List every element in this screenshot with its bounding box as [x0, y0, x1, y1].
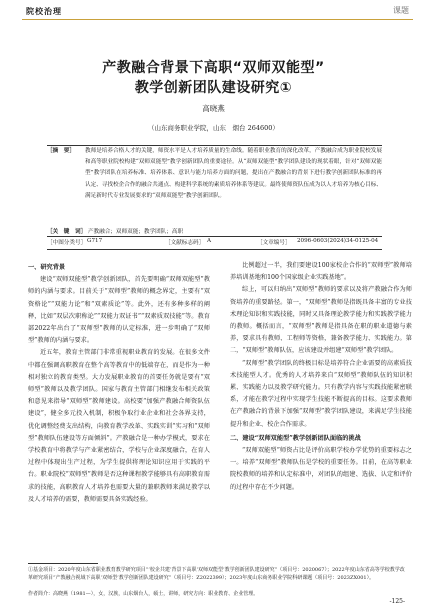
- footnote-author-bio: 作者简介：高晓燕（1981—），女，汉族，山东烟台人，硕士，讲师，研究方向：职业教育、企业管理。: [28, 591, 259, 597]
- article-id-value: 2096-0603(2024)34-0125-04: [297, 238, 379, 244]
- body-paragraph: 比例超过一半，我们要建设100家校企合作的“双师型”教师培养培训基地和100个国家级企业实践基地”。: [230, 262, 412, 282]
- keywords-text: 产教融合；双师双能；教学团队；高职: [87, 229, 184, 235]
- abstract: [47, 146, 382, 202]
- abstract-text: 教师是培养合格人才的关键，师资水平是人才培养质量的生命线。随着职业教育的深化改革，产教融合成为职业院校发展和高等职业院校构建“双师双能型”教学创新团队的重要途径。从“双师双能型”教学团队建设的现状着眼，针对“双师双能型”教学团队在培养标准、培养体系、意识与能力培养方面的问题，提出在产教融合的背景下进行教学创新团队标准的再认定、寻找校企合作的融合共通点、构建科学系统的素质培养体系等建议。最终使师资队伍成为以人才培养为核心目标、满足新时代专业发展要求的“双师双能型”教学创新团队。: [85, 148, 382, 199]
- section-tag: 课题: [393, 6, 409, 15]
- meta-bottom-rule: [47, 249, 382, 250]
- clc-label: ［中图分类号］: [47, 240, 87, 246]
- author-name: 高晓燕: [202, 104, 225, 113]
- journal-column-name: 院校治理: [26, 7, 62, 16]
- body-paragraph: “双师双能型”师资占比是评价高职学校办学优势的重要标志之一。培养“双师型”教师队伍是学校的重要任务。目前，在高等职业院校教师的培养和认定标准中，对团队的组建、选拔、认定和评价的过程中存在不少问题。: [230, 447, 412, 491]
- meta-top-rule: [47, 236, 382, 237]
- header-rule: [22, 19, 413, 20]
- doc-code-label: ［文献标志码］: [165, 240, 205, 246]
- abstract-block: [47, 145, 382, 202]
- article-title-line1: 产教融合背景下高职“双师双能型”: [102, 60, 325, 76]
- footnote-rule: [28, 563, 98, 564]
- section-heading: 一、研究背景: [28, 264, 66, 271]
- clc-value: G717: [87, 238, 103, 244]
- body-column-right: [230, 260, 412, 494]
- article-title-line2: 教学创新团队建设研究①: [134, 80, 293, 96]
- keywords: [47, 227, 382, 235]
- body-paragraph: 建设“双师双能型”教学创新团队，首先要明确“双师双能型”教师的内涵与要求。目前关于“双师型”教师的概念界定，主要有“双资格论”“双能力论”和“双素质论”等。此外，还有多种多样的阐释，比如“双层次职称论”“双能力双证书”“双素质双技能”等。教育部2022年出台了“双师型”教师的认定标准，进一步明确了“双师型”教师的内涵与要求。: [28, 276, 210, 345]
- running-header: [0, 0, 427, 19]
- keywords-label: ［关 键 词］: [47, 229, 87, 235]
- page-number: -125-: [389, 598, 405, 605]
- section-heading: 二、建设“双师双能型”教学创新团队面临的挑战: [230, 434, 361, 442]
- body-paragraph: 综上，可以归纳出“双师型”教师的要求以及将产教融合作为师资培养的重要路径。第一，“双师型”教师是指既具备丰富的专业技术理论知识和实践技能，同时又具备理论教学能力和实践教学能力的教师。概括而言，“双师型”教师是指具备在职的职业道德与素养，要求具有教师、工程师等资格，兼备教学能力、实践能力。第二，“双师型”教师队伍，应该建设并组建“双师型”教学团队。: [230, 286, 412, 355]
- body-paragraph: “双师型”教学团队的终极目标是培养符合企业需要的高素质技术技能型人才。优秀的人才培养来自“双师型”教师队伍的知识积累、实践能力以及教学研究能力。只有教学内容与实践技能紧密联系，才能在教学过程中实现学生技能不断提高的目标。这要求教师在产教融合的背景下加强“双师型”教学团队建设，来满足学生技能提升和企业、校企合作需求。: [230, 359, 412, 428]
- footnote-funding: ①基金项目：2020年度山东省职业教育教学研究项目“‘校企共建’背景下高职‘双师双能型’教学创新团队建设研究”（项目号：2020067）；2022年度山东省高等学校教学改革研究项目“产教融合视域下高职‘双师型’教学创新团队建设研究”（项目号：Z2022399）；2023年度山东商务职业学院科研课题（项目号：2023ZX001）。: [28, 567, 405, 581]
- author-affiliation: （山东商务职业学院，山东 烟台 264600）: [148, 124, 279, 132]
- abstract-label: ［摘 要］: [47, 148, 75, 154]
- doc-code-value: A: [207, 238, 212, 244]
- body-paragraph: 近五年，教育主管部门非常重视职业教育的发展。在很多文件中都在强调高职教育在整个高等教育中的低端存在，而是作为一种相对独立的教育类型。大力发展职业教育的首要任务就是要有“双师型”教师以及教学团队。国家与教育主管部门相继发布相关政策和意见来指导“双师型”教师建设。高校要“加强产教融合师资队伍建设”，健全多元投入机制，积极争取行业企业和社会各界支持，优化调整经费支出结构，向教育教学改革、实践实训“实习和“双师型”教师队伍建设等方面倾斜”。产教融合是一种办学模式，要求在学校教育中将教学与产业紧密结合，学校与企业深度融合，在育人过程中体现出生产过程，为学生提供将理论知识应用于实践的平台。职业院校“双师型”教师是否这种课程教学能够具有高职教育需求的技能，高职教育人才培养也需要大量的兼职教师来满足教学以及人才培养的需要，教师需要具备实践经验。: [28, 349, 210, 503]
- article-id-label: ［文章编号］: [257, 240, 291, 246]
- body-column-left: [28, 260, 210, 506]
